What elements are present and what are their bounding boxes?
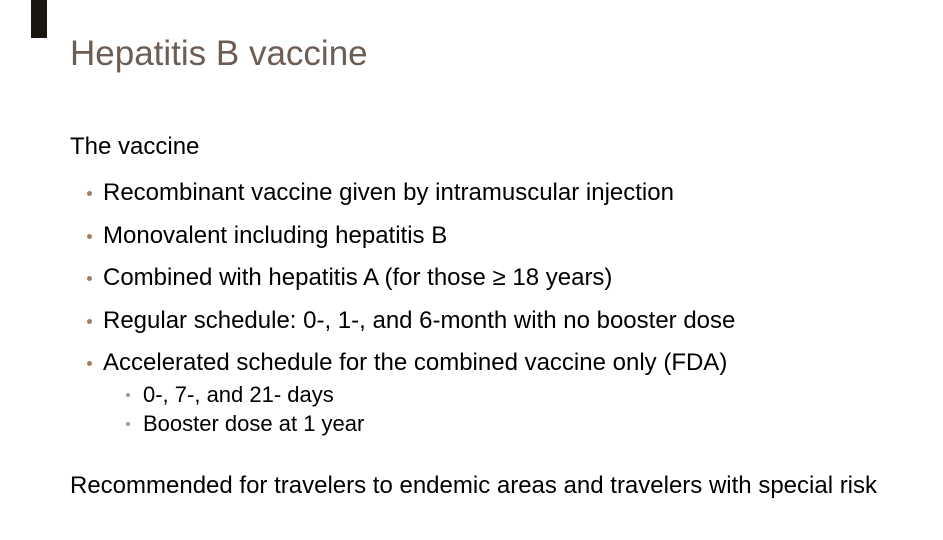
bullet-marker xyxy=(87,276,92,281)
bullet-text: Accelerated schedule for the combined vaccine only (FDA) xyxy=(103,349,728,376)
bullet-text: Monovalent including hepatitis B xyxy=(103,222,448,249)
sub-bullet-text: 0-, 7-, and 21- days xyxy=(143,382,334,407)
bullet-item xyxy=(70,351,727,375)
bullet-marker xyxy=(87,191,92,196)
bullet-text: Recombinant vaccine given by intramuscular injection xyxy=(103,179,674,206)
bullet-text: Combined with hepatitis A (for those ≥ 18 years) xyxy=(103,264,613,291)
bullet-item xyxy=(70,224,447,248)
sub-bullet-marker xyxy=(126,393,130,397)
bullet-text: Regular schedule: 0-, 1-, and 6-month with no booster dose xyxy=(103,307,736,334)
bullet-item xyxy=(70,266,612,290)
sub-bullet-marker xyxy=(126,422,130,426)
sub-bullet-text: Booster dose at 1 year xyxy=(143,411,365,436)
accent-bar xyxy=(31,0,47,38)
bullet-item xyxy=(70,181,674,205)
bullet-item xyxy=(70,309,735,333)
slide-title: Hepatitis B vaccine xyxy=(70,34,368,73)
sub-bullet-item xyxy=(70,413,364,435)
section-heading: The vaccine xyxy=(70,133,200,160)
bullet-marker xyxy=(87,234,92,239)
bullet-marker xyxy=(87,361,92,366)
sub-bullet-item xyxy=(70,384,334,406)
footer-statement: Recommended for travelers to endemic areas and travelers with special risk xyxy=(70,472,878,499)
bullet-marker xyxy=(87,319,92,324)
